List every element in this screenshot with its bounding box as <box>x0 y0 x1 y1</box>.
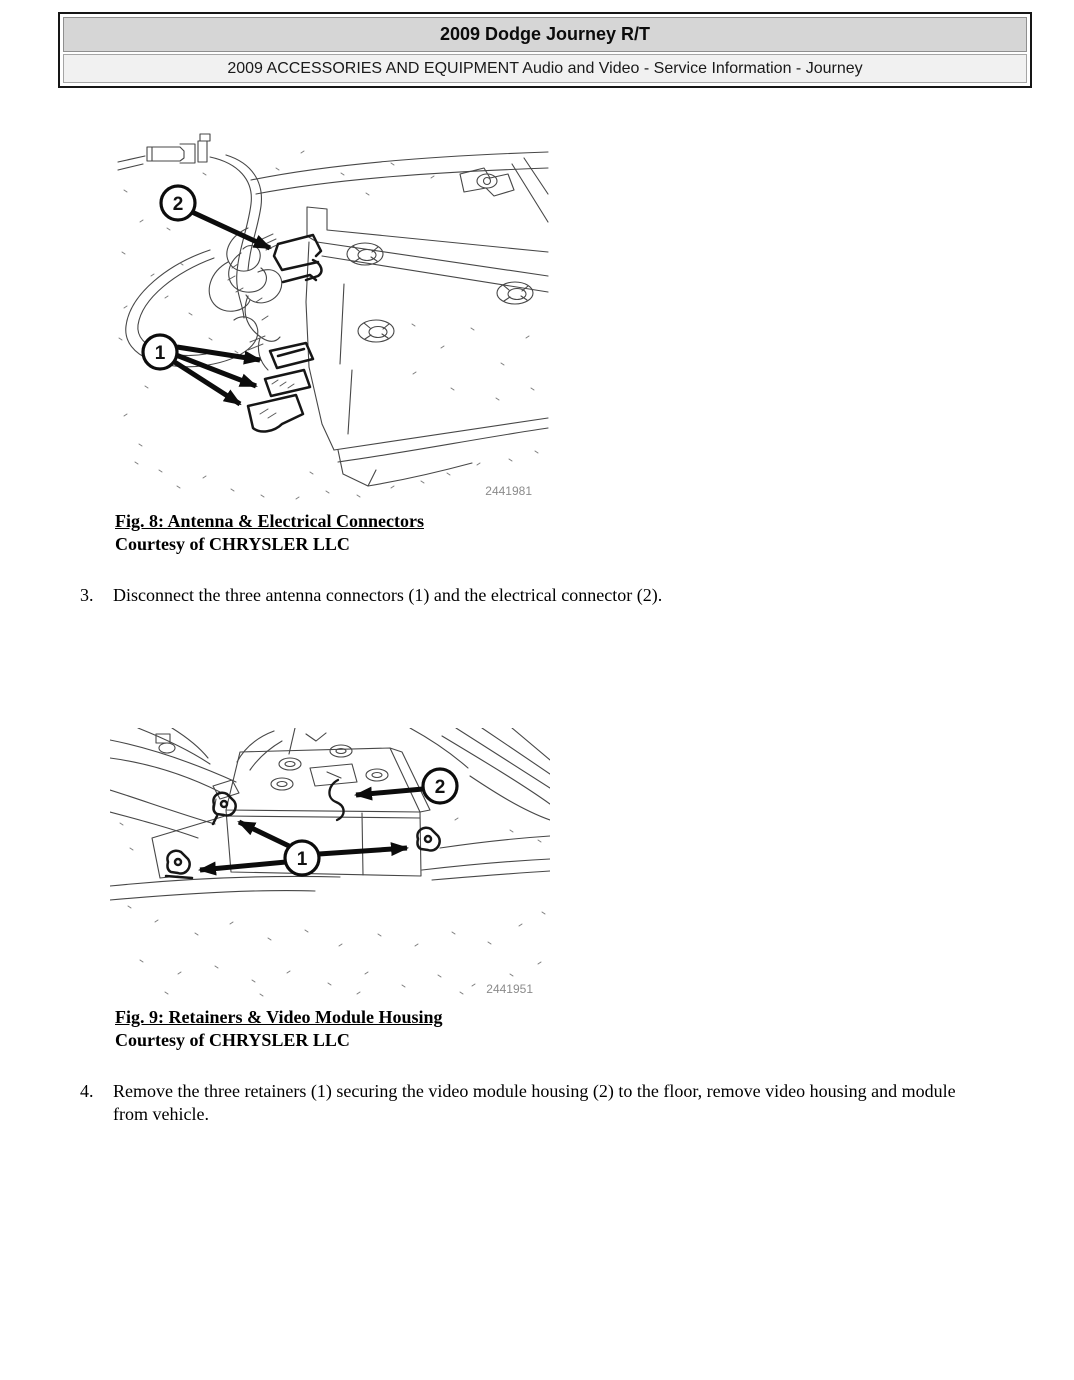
callout-arrow <box>319 848 407 854</box>
callout-arrow <box>200 862 286 870</box>
callout-arrow <box>192 212 270 248</box>
figure-9-caption-credit: Courtesy of CHRYSLER LLC <box>115 1030 350 1050</box>
figure-8-caption-title: Fig. 8: Antenna & Electrical Connectors <box>115 511 424 531</box>
callout-1-label: 1 <box>296 849 308 870</box>
callout-1-label: 1 <box>154 343 166 364</box>
page-subtitle: 2009 ACCESSORIES AND EQUIPMENT Audio and Video - Service Information - Journey <box>63 54 1027 83</box>
floor-texture <box>120 818 545 996</box>
figure-9-caption-title: Fig. 9: Retainers & Video Module Housing <box>115 1007 443 1027</box>
figure-9-image-number: 2441951 <box>486 982 533 996</box>
step-3-number: 3. <box>80 585 94 605</box>
callout-arrow <box>239 822 289 846</box>
step-3 <box>80 584 988 607</box>
figure-9-image <box>110 728 550 1000</box>
figure-8-caption-credit: Courtesy of CHRYSLER LLC <box>115 534 350 554</box>
figure-8-callouts <box>143 186 270 404</box>
figure-8-image-number: 2441981 <box>485 484 532 498</box>
step-4 <box>80 1080 988 1126</box>
callout-arrow <box>356 789 423 795</box>
step-3-text: Disconnect the three antenna connectors (1) and the electrical connector (2). <box>113 585 663 605</box>
figure-8-image <box>110 132 550 507</box>
header <box>58 12 1032 88</box>
figure-9-linework <box>110 728 550 900</box>
callout-2-label: 2 <box>434 777 446 798</box>
callout-2-label: 2 <box>172 194 184 215</box>
step-4-number: 4. <box>80 1081 94 1101</box>
figure-8-caption <box>115 510 424 556</box>
page-title: 2009 Dodge Journey R/T <box>63 17 1027 52</box>
figure-8-connectors <box>248 235 321 431</box>
figure-9-caption <box>115 1006 443 1052</box>
step-4-text: Remove the three retainers (1) securing the video module housing (2) to the floor, remove video housing and module from vehicle. <box>113 1081 956 1124</box>
